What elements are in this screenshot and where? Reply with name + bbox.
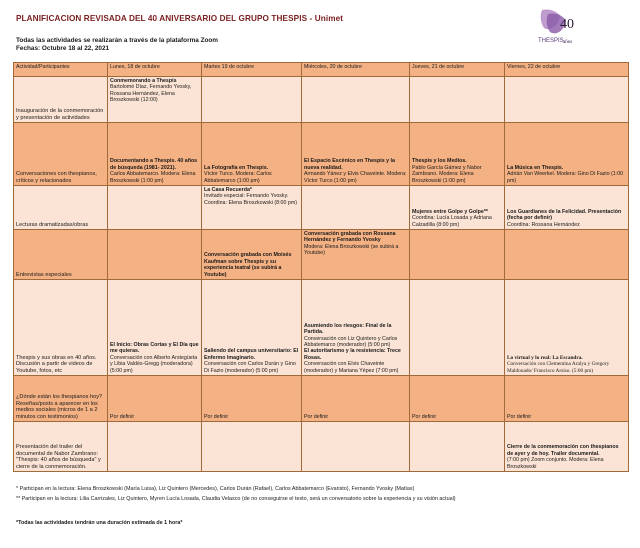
table-cell (410, 230, 505, 280)
cell-title: La Música en Thespis. (507, 164, 564, 171)
cell-text: Conversación con Alberto Arstegüeta y Libia Valdés-Gregg (moderadora) (5:00 pm) (110, 354, 198, 374)
cell-title: La Casa Recuerda* (204, 187, 252, 193)
row-label: Inauguración de la conmemoración y presentación de actividades (14, 77, 108, 123)
cell-text: (7:00 pm) Zoom conjunto. Modera: Elena Broszkowski (507, 457, 604, 470)
table-cell (410, 77, 505, 123)
cell-text: Bartolomé Díaz, Fernando Yvosky, Rossana Hernández, Elena Broszkowski (12:00) (110, 84, 192, 104)
table-cell (302, 77, 410, 123)
header-thursday: Jueves, 21 de octubre (410, 63, 505, 77)
table-cell (505, 186, 629, 230)
cell-text: Por definir (304, 413, 329, 420)
cell-text: Armando Yánez y Elvis Chaveinte. Modera: Víctor Turco (1:00 pm) (304, 171, 407, 184)
table-cell (202, 186, 302, 230)
table-cell (505, 123, 629, 186)
intro-block (16, 37, 218, 54)
header-activity: Actividad/Participantes (14, 63, 108, 77)
cell-title: Los Guardianes de la Felicidad. Presentación (fecha por definir) (507, 208, 622, 222)
cell-text: Conversación con Liz Quintero y Carlos Abbatemarco (moderador) (5:00 pm) (304, 335, 398, 348)
cell-text: Pablo García Gámez y Nabor Zambrano. Modera: Elena Broszkowski (1:00 pm) (412, 164, 482, 184)
header-wednesday: Miércoles, 20 de octubre (302, 63, 410, 77)
table-cell (108, 230, 202, 280)
table-cell (302, 230, 410, 280)
table-cell (108, 280, 202, 376)
cell-text: Conversación con Clementina Aralya y Gregory Maldonado/ Francisco Arsiso. (5:00 pm) (507, 361, 610, 374)
cell-title: Thespis y los Medios. (412, 158, 467, 165)
cell-text: Por definir (507, 413, 532, 420)
cell-title: El Espacio Escénico en Thespis y la nueva realidad. (304, 158, 395, 171)
cell-text-second: Conversación con Elvis Chaveinte (moderador) y Mariana Yépez (7:00 pm) (304, 361, 399, 374)
intro-line-platform: Todas las actividades se realizarán a través de la plataforma Zoom (16, 37, 218, 44)
svg-text:40: 40 (560, 17, 574, 32)
table-cell (410, 280, 505, 376)
table-cell (410, 422, 505, 472)
cell-text: Adrián Van Weerkel. Modera: Gino Di Fazio (1:00 pm) (507, 171, 624, 184)
intro-line-dates: Fechas: Octubre 18 al 22, 2021 (16, 45, 110, 53)
svg-text:THESPIS: THESPIS (538, 38, 564, 44)
table-row (14, 422, 629, 472)
cell-title: Asumiendo los riesgos: Final de la Partida. (304, 322, 392, 336)
header-monday: Lunes, 18 de octubre (108, 63, 202, 77)
row-label: Lecturas dramatizadas/obras (14, 186, 108, 230)
row-label: Entrevistas especiales (14, 230, 108, 280)
cell-text: Conversación con Carlos Durán y Gino Di Fazio (moderador) (5:00 pm) (204, 361, 296, 374)
row-label: Thespis y sus obras en 40 años. Discusión a partir de videos de Youtube, fotos, etc (14, 280, 108, 376)
table-cell (505, 422, 629, 472)
cell-text: Coordina: Rossana Hernández (507, 221, 580, 228)
table-cell (302, 280, 410, 376)
header-tuesday: Martes 19 de octubre (202, 63, 302, 77)
table-cell (202, 230, 302, 280)
table-cell (505, 77, 629, 123)
cell-title: Mujeres entre Golpe y Golpe** (412, 208, 488, 215)
table-cell (302, 422, 410, 472)
cell-text: Carlos Abbatemarco. Modera: Elena Broszkowski (1:00 pm) (110, 171, 196, 184)
cell-title: Cierre de la conmemoración con thespianos de ayer y de hoy. Trailer documental. (507, 444, 619, 457)
footnote-1: * Participan en la lectura: Elena Broszkowski (María Luisa), Liz Quintero (Mercedes), Carlos Durán (Rafael), Carlos Abbatemarco (Evaristo), Fernando Yvosky (Matías) (16, 486, 415, 492)
table-cell (108, 376, 202, 422)
cell-title: Conversación grabada con Rossana Hernández y Fernando Yvosky (304, 231, 396, 244)
cell-title: Documentando a Thespis. 40 años de búsqueda (1981- 2021). (110, 158, 198, 171)
cell-text: Por definir (204, 413, 229, 420)
table-cell (202, 422, 302, 472)
table-row (14, 230, 629, 280)
row-label: Presentación del trailer del documental de Nabor Zambrano: "Thespis: 40 años de búsqueda" y cierre de la conmemoración. (14, 422, 108, 472)
table-cell (410, 376, 505, 422)
table-cell (302, 123, 410, 186)
schedule-table (13, 62, 629, 472)
cell-text: Modera: Elena Broszkowski (se subirá a Youtube) (304, 243, 399, 257)
table-cell (505, 376, 629, 422)
cell-text: Coordina: Lucía Losada y Adriana Calzadilla (8:00 pm) (412, 215, 492, 228)
table-cell (410, 123, 505, 186)
table-cell (505, 280, 629, 376)
footnote-3: *Todas las actividades tendrán una duración estimada de 1 hora* (16, 520, 183, 526)
header-row (14, 63, 629, 77)
cell-title: El Inicio: Obras Cortas y El Día que me quieras. (110, 341, 199, 355)
header-friday: Viernes, 22 de octubre (505, 63, 629, 77)
table-cell (108, 77, 202, 123)
table-cell (202, 123, 302, 186)
cell-title: Saliendo del campus universitario: El Enfermo Imaginario. (204, 348, 299, 361)
cell-title: Conversación grabada con Moisés Kaufman sobre Thespis y su experiencia teatral (se subirá a Youtube) (204, 252, 292, 278)
row-label: ¿Dónde están los thespianos hoy? Reseñas/posts a aparecer en los medios sociales (micros de 1 a 2 minutos con testimonios) (14, 376, 108, 422)
cell-title: Lo virtual y lo real: La Escandra. (507, 354, 583, 361)
table-row (14, 77, 629, 123)
table-cell (410, 186, 505, 230)
thespis-logo (536, 6, 576, 48)
document-title: PLANIFICACION REVISADA DEL 40 ANIVERSARIO DEL GRUPO THESPIS - Unimet (16, 14, 344, 23)
cell-text: Víctor Turco. Modera: Carlos Abbatemarco (1:00 pm) (204, 171, 272, 184)
cell-text: Por definir (110, 413, 135, 420)
table-cell (108, 186, 202, 230)
table-cell (302, 376, 410, 422)
svg-text:años: años (563, 40, 573, 45)
theater-masks-icon (536, 6, 576, 48)
table-row (14, 123, 629, 186)
table-row (14, 376, 629, 422)
table-cell (202, 77, 302, 123)
cell-title: Conmemorando a Thespis (110, 78, 177, 84)
cell-text: Invitado especial: Fernando Yvosky. Coordina: Elena Broszkowski (8:00 pm) (204, 193, 298, 206)
table-cell (202, 280, 302, 376)
footnote-2: ** Participan en la lectura: Lilia Carrizales, Liz Quintero, Myren Lucía Losada, Claudia Velasco (de no conseguirse el texto, será un conversatorio sobre la experiencia y su visión actual) (16, 496, 456, 502)
table-cell (108, 123, 202, 186)
table-cell (302, 186, 410, 230)
cell-title: La Fotografía en Thespis. (204, 164, 269, 171)
cell-text: Por definir (412, 413, 437, 420)
table-cell (202, 376, 302, 422)
row-label: Conversaciones con thespianos, críticos y relacionados (14, 123, 108, 186)
table-cell (108, 422, 202, 472)
cell-title-second: El autoritarismo y la resistencia: Trece Rosas. (304, 348, 401, 361)
table-row (14, 186, 629, 230)
table-row (14, 280, 629, 376)
table-cell (505, 230, 629, 280)
